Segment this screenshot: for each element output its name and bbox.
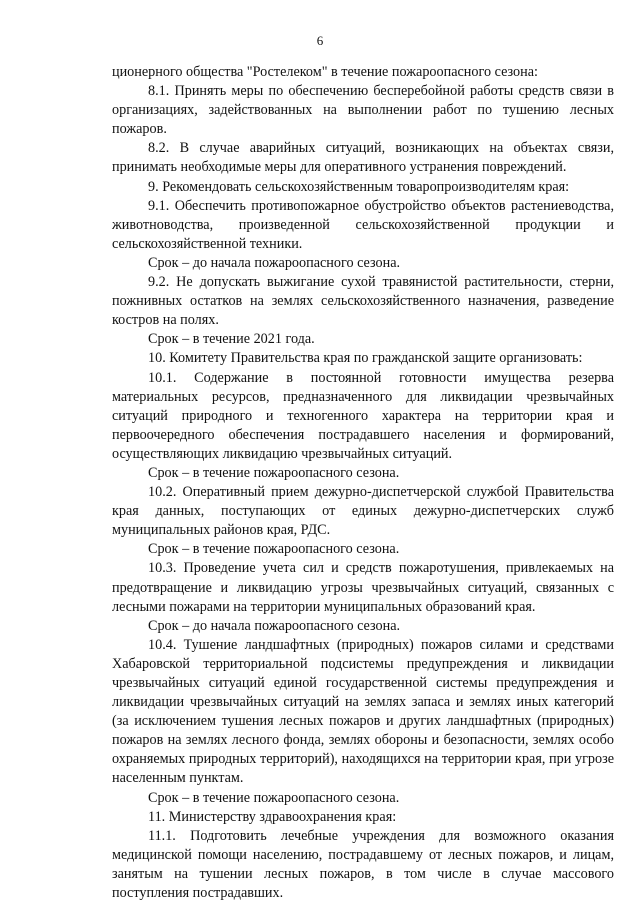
- deadline-10-1: Срок – в течение пожароопасного сезона.: [148, 464, 400, 481]
- deadline-10-2: Срок – в течение пожароопасного сезона.: [148, 541, 400, 558]
- deadline-10-4: Срок – в течение пожароопасного сезона.: [148, 789, 400, 806]
- paragraph-10-4: 10.4. Тушение ландшафтных (природных) пожаров силами и средствами Хабаровской территориальной подсистемы предупреждения и ликвидации чрезвычайных ситуаций единой государственной системы предупреждения и ликвидации чрезвычайных ситуаций на землях запаса и землях иных категорий (за исключением тушения лесных пожаров и других ландшафтных (природных) пожаров на землях лесного фонда, землях обороны и безопасности, землях особо охраняемых природных территорий), находящихся на территории края, при угрозе населенным пунктам.: [112, 636, 614, 787]
- paragraph-9-1: 9.1. Обеспечить противопожарное обустройство объектов растениеводства, животноводства, произведенной сельскохозяйственной продукции и сельскохозяйственной техники.: [112, 197, 614, 252]
- paragraph-9-2: 9.2. Не допускать выжигание сухой травянистой растительности, стерни, пожнивных остатков на землях сельскохозяйственного назначения, разведение костров на полях.: [112, 274, 614, 329]
- paragraph-8-2: 8.2. В случае аварийных ситуаций, возникающих на объектах связи, принимать необходимые меры для оперативного устранения повреждений.: [112, 140, 614, 176]
- page-number: 6: [316, 33, 324, 48]
- paragraph-10: 10. Комитету Правительства края по гражданской защите организовать:: [148, 350, 583, 367]
- deadline-10-3: Срок – до начала пожароопасного сезона.: [148, 617, 401, 634]
- paragraph-11: 11. Министерству здравоохранения края:: [148, 808, 397, 825]
- deadline-9-2: Срок – в течение 2021 года.: [148, 331, 315, 348]
- document-body: [112, 63, 614, 903]
- paragraph-continuation: ционерного общества "Ростелеком" в течение пожароопасного сезона:: [112, 64, 538, 80]
- paragraph-10-2: 10.2. Оперативный прием дежурно-диспетчерской службой Правительства края данных, поступающих от единых дежурно-диспетчерских служб муниципальных районов края, РДС.: [112, 484, 614, 539]
- paragraph-10-3: 10.3. Проведение учета сил и средств пожаротушения, привлекаемых на предотвращение и ликвидацию угрозы чрезвычайных ситуаций, связанных с лесными пожарами на территории муниципальных образований края.: [112, 560, 614, 615]
- paragraph-10-1: 10.1. Содержание в постоянной готовности имущества резерва материальных ресурсов, предназначенного для ликвидации чрезвычайных ситуаций природного и техногенного характера на территории края и первоочередного обеспечения пострадавшего населения и формирований, осуществляющих ликвидацию чрезвычайных ситуаций.: [112, 369, 614, 462]
- deadline-9-1: Срок – до начала пожароопасного сезона.: [148, 254, 401, 271]
- paragraph-8-1: 8.1. Принять меры по обеспечению бесперебойной работы средств связи в организациях, задействованных на выполнении работ по тушению лесных пожаров.: [112, 83, 614, 138]
- paragraph-9: 9. Рекомендовать сельскохозяйственным товаропроизводителям края:: [148, 178, 570, 195]
- paragraph-11-1: 11.1. Подготовить лечебные учреждения для возможного оказания медицинской помощи населению, пострадавшему от лесных пожаров, и лицам, занятым на тушении лесных пожаров, в том числе в случае массового поступления пострадавших.: [112, 827, 614, 902]
